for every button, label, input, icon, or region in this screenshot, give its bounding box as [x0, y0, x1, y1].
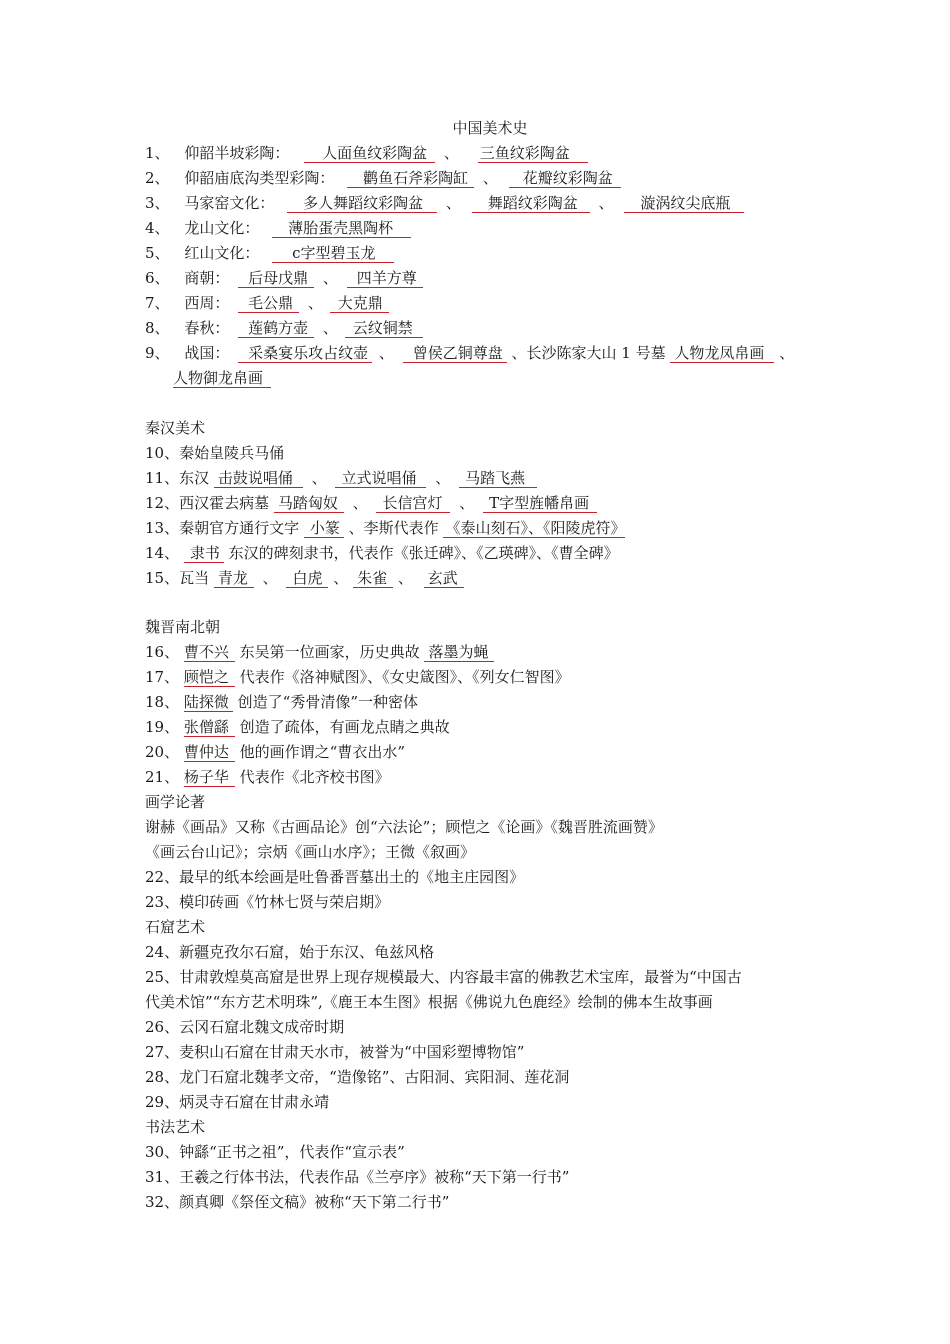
list-item [145, 216, 850, 240]
item-label: 仰韶半坡彩陶： [184, 144, 290, 162]
list-item [145, 341, 850, 365]
item-text: 代表作《洛神赋图》、《女史箴图》、《列女仁智图》 [239, 668, 570, 686]
underlined-answer: 花瓣纹彩陶盆 [509, 169, 621, 188]
underlined-answer: 隶书 [184, 544, 224, 563]
separator: 、 [435, 469, 451, 487]
underlined-answer: 人物御龙帛画 [173, 369, 271, 388]
underlined-answer: 《泰山刻石》、《阳陵虎符》 [445, 519, 626, 537]
list-item [145, 166, 850, 190]
item-text: 他的画作谓之“曹衣出水” [239, 743, 406, 761]
item-text: 代表作《北齐校书图》 [239, 768, 390, 786]
separator: 、 [459, 494, 475, 512]
item-number: 20、 [145, 743, 180, 761]
list-item [145, 191, 850, 215]
item-label: 龙山文化： [184, 219, 260, 237]
underlined-answer: 击鼓说唱俑 [214, 469, 303, 488]
underlined-answer: 人物龙凤帛画 [670, 344, 774, 363]
list-item: 26、云冈石窟北魏文成帝时期 [145, 1018, 345, 1036]
list-item [145, 141, 850, 165]
list-item: 25、甘肃敦煌莫高窟是世界上现存规模最大、内容最丰富的佛教艺术宝库，最誉为“中国古 [145, 968, 742, 986]
underlined-answer: 落墨为蝇 [424, 643, 494, 662]
item-number: 7、 [145, 294, 170, 312]
item-text: 东汉的碑刻隶书，代表作《张迁碑》、《乙瑛碑》、《曹全碑》 [228, 544, 619, 562]
list-item [145, 466, 850, 490]
item-number: 17、 [145, 668, 180, 686]
list-item [145, 765, 850, 789]
underlined-answer: 顾恺之 [184, 668, 235, 687]
list-item [145, 316, 850, 340]
underlined-answer: 采桑宴乐攻占纹壶 [238, 344, 372, 363]
item-number: 6、 [145, 269, 170, 287]
item-number: 18、 [145, 693, 180, 711]
separator: 、 [311, 469, 327, 487]
separator: 、 [482, 169, 498, 187]
item-text: 创造了疏体，有画龙点睛之典故 [239, 718, 450, 736]
underlined-answer: 后母戊鼎 [238, 269, 314, 288]
list-item: 30、钟繇“正书之祖”，代表作“宣示表” [145, 1143, 405, 1161]
item-text: 15、瓦当 [145, 569, 210, 587]
separator: 、 [262, 569, 278, 587]
item-text: 13、秦朝官方通行文字 [145, 519, 300, 537]
underlined-answer: 曾侯乙铜尊盘 [403, 344, 507, 363]
list-item [145, 241, 850, 265]
list-item: 28、龙门石窟北魏孝文帝，“造像铭”、古阳洞、宾阳洞、莲花洞 [145, 1068, 570, 1086]
list-item: 29、炳灵寺石窟在甘肃永靖 [145, 1093, 330, 1111]
item-text: 、长沙陈家大山 1 号墓 [511, 344, 666, 362]
list-item [145, 516, 850, 540]
item-text: 创造了“秀骨清像”一种密体 [237, 693, 419, 711]
item-label: 西周： [184, 294, 230, 312]
underlined-answer: 朱雀 [353, 569, 393, 588]
underlined-answer: 漩涡纹尖底瓶 [624, 194, 744, 213]
item-number: 9、 [145, 344, 170, 362]
underlined-answer: 三鱼纹彩陶盆 [478, 144, 588, 163]
underlined-answer: 云纹铜禁 [345, 319, 423, 338]
text-line: 代美术馆”“东方艺术明珠”,《鹿王本生图》根据《佛说九色鹿经》绘制的佛本生故事画 [145, 993, 713, 1011]
item-number: 5、 [145, 244, 170, 262]
underlined-answer: 薄胎蛋壳黑陶杯 [272, 219, 411, 238]
section-heading: 秦汉美术 [145, 419, 206, 437]
underlined-answer: 长信宫灯 [376, 494, 450, 513]
underlined-answer: 四羊方尊 [347, 269, 423, 288]
separator: 、 [443, 144, 459, 162]
item-label: 战国： [184, 344, 230, 362]
underlined-answer: 马踏匈奴 [274, 494, 344, 513]
item-label: 仰韶庙底沟类型彩陶： [184, 169, 335, 187]
text-line: 谢赫《画品》又称《古画品论》创“六法论”；顾恺之《论画》《魏晋胜流画赞》 [145, 818, 663, 836]
item-label: 商朝： [184, 269, 230, 287]
underlined-answer: 青龙 [214, 569, 254, 588]
separator: 、 [307, 294, 323, 312]
underlined-answer: 杨子华 [184, 768, 235, 787]
list-item: 24、新疆克孜尔石窟，始于东汉、龟兹风格 [145, 943, 435, 961]
underlined-answer: 多人舞蹈纹彩陶盆 [287, 194, 437, 213]
list-item: 10、秦始皇陵兵马俑 [145, 444, 285, 462]
underlined-answer: 白虎 [286, 569, 328, 588]
item-number: 19、 [145, 718, 180, 736]
list-item [145, 266, 850, 290]
list-item-continuation [173, 366, 850, 390]
underlined-answer: 玄武 [424, 569, 464, 588]
underlined-answer: 张僧繇 [184, 718, 235, 737]
item-label: 红山文化： [184, 244, 260, 262]
underlined-answer: 陆探微 [184, 693, 233, 712]
list-item: 31、王羲之行体书法，代表作品《兰亭序》被称“天下第一行书” [145, 1168, 570, 1186]
underlined-answer: 人面鱼纹彩陶盆 [304, 144, 435, 163]
item-number: 14、 [145, 544, 180, 562]
underlined-answer: 大克鼎 [330, 294, 389, 313]
item-number: 1、 [145, 144, 170, 162]
list-item [145, 690, 850, 714]
separator: 、 [322, 269, 338, 287]
list-item [145, 715, 850, 739]
underlined-answer: 舞蹈纹彩陶盆 [472, 194, 590, 213]
underlined-answer: T字型旌幡帛画 [483, 494, 597, 513]
list-item: 22、最早的纸本绘画是吐鲁番晋墓出土的《地主庄园图》 [145, 868, 525, 886]
list-item [145, 541, 850, 565]
section-heading: 石窟艺术 [145, 918, 206, 936]
item-number: 16、 [145, 643, 180, 661]
list-item [145, 740, 850, 764]
section-heading: 画学论著 [145, 793, 206, 811]
item-text: 12、西汉霍去病墓 [145, 494, 270, 512]
underlined-answer: 莲鹤方壶 [238, 319, 314, 338]
list-item [145, 491, 850, 515]
item-number: 4、 [145, 219, 170, 237]
list-item [145, 291, 850, 315]
separator: 、 [598, 194, 614, 212]
separator: 、 [378, 344, 394, 362]
list-item: 23、模印砖画《竹林七贤与荣启期》 [145, 893, 390, 911]
underlined-answer: 曹仲达 [184, 743, 235, 762]
list-item [145, 566, 850, 590]
separator: 、 [333, 569, 349, 587]
document-title: 中国美术史 [452, 119, 528, 137]
underlined-answer: 小篆 [304, 519, 344, 538]
underlined-answer: 曹不兴 [184, 643, 235, 662]
separator: 、 [352, 494, 368, 512]
item-label: 马家窑文化： [184, 194, 275, 212]
section-heading: 书法艺术 [145, 1118, 206, 1136]
list-item [145, 640, 850, 664]
underlined-answer: c字型碧玉龙 [272, 244, 393, 263]
item-number: 2、 [145, 169, 170, 187]
underlined-answer: 鹳鱼石斧彩陶缸 [347, 169, 474, 188]
item-text: 东吴第一位画家，历史典故 [239, 643, 420, 661]
separator: 、 [779, 344, 795, 362]
underlined-answer: 马踏飞燕 [459, 469, 537, 488]
item-number: 3、 [145, 194, 170, 212]
list-item [145, 665, 850, 689]
item-number: 8、 [145, 319, 170, 337]
text-line: 《画云台山记》；宗炳《画山水序》；王微《叙画》 [145, 843, 476, 861]
underlined-answer: 毛公鼎 [238, 294, 299, 313]
item-text: 11、东汉 [145, 469, 210, 487]
item-label: 春秋： [184, 319, 230, 337]
item-text: 、李斯代表作 [348, 519, 439, 537]
separator: 、 [445, 194, 461, 212]
list-item: 32、颜真卿《祭侄文稿》被称“天下第二行书” [145, 1193, 450, 1211]
separator: 、 [322, 319, 338, 337]
underlined-answer: 立式说唱俑 [335, 469, 426, 488]
list-item: 27、麦积山石窟在甘肃天水市，被誉为“中国彩塑博物馆” [145, 1043, 525, 1061]
separator: 、 [397, 569, 413, 587]
item-number: 21、 [145, 768, 180, 786]
section-heading: 魏晋南北朝 [145, 618, 221, 636]
